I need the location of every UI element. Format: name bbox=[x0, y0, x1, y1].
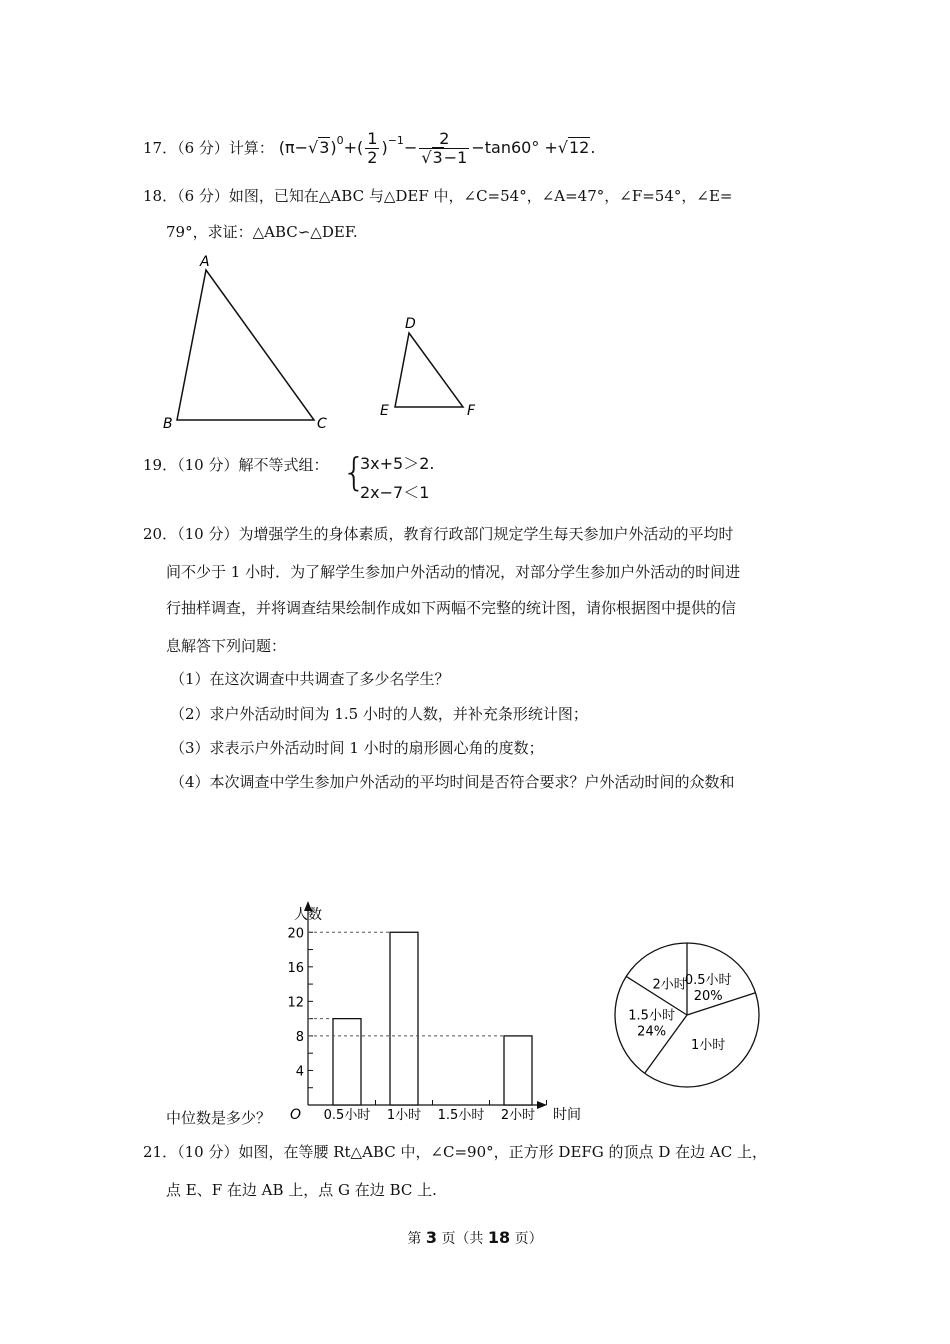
q19-ineq2: 2x−7＜1 bbox=[360, 483, 430, 502]
q17-pi: π bbox=[284, 138, 295, 157]
q17-exp0: 0 bbox=[336, 134, 344, 147]
q17-plus: + bbox=[343, 138, 358, 157]
q20-sub4-cont: 中位数是多少？ bbox=[166, 1109, 272, 1127]
y-tick-label: 4 bbox=[295, 1064, 304, 1080]
q17-exp-neg1: −1 bbox=[387, 134, 404, 147]
q17-half-den: 2 bbox=[367, 148, 378, 167]
label-a: A bbox=[200, 254, 210, 270]
label-c: C bbox=[317, 416, 327, 432]
label-d: D bbox=[405, 316, 416, 332]
q17-frac2-rest: −1 bbox=[443, 148, 468, 167]
q17-root3: 3 bbox=[319, 138, 330, 157]
q18-line1: 18．（6 分）如图，已知在△ABC 与△DEF 中，∠C=54°，∠A=47°，∠F=54°，∠E= bbox=[143, 187, 733, 205]
q17-tan: −tan60° bbox=[471, 138, 540, 157]
q17-half bbox=[365, 130, 379, 167]
x-tick-label: 0.5小时 bbox=[323, 1108, 371, 1123]
q17-half-num: 1 bbox=[367, 129, 378, 148]
q17-number: 17．（6 分）计算： bbox=[143, 139, 274, 157]
bar-chart bbox=[270, 895, 600, 1135]
y-tick-label: 12 bbox=[287, 995, 304, 1011]
q17-minus: − bbox=[294, 138, 308, 157]
q21-line2: 点 E、F 在边 AB 上，点 G 在边 BC 上. bbox=[166, 1181, 437, 1199]
bar bbox=[390, 932, 418, 1105]
label-e: E bbox=[380, 403, 389, 419]
q21-line1: 21．（10 分）如图，在等腰 Rt△ABC 中，∠C=90°，正方形 DEFG 的顶点 D 在边 AC 上， bbox=[143, 1143, 767, 1161]
pie-percent: 24% bbox=[637, 1024, 667, 1040]
q20-sub1: （1）在这次调查中共调查了多少名学生？ bbox=[170, 670, 450, 688]
x-axis-label: 时间 bbox=[553, 1107, 581, 1123]
q20-sub2: （2）求户外活动时间为 1.5 小时的人数，并补充条形统计图； bbox=[170, 705, 588, 723]
x-tick-label: 2小时 bbox=[500, 1108, 536, 1123]
q20-sub4: （4）本次调查中学生参加户外活动的平均时间是否符合要求？户外活动时间的众数和 bbox=[170, 773, 735, 791]
pie-chart bbox=[610, 940, 770, 1090]
q18-figure bbox=[150, 250, 490, 435]
y-tick-label: 20 bbox=[287, 926, 304, 942]
page-footer bbox=[0, 1228, 950, 1248]
q20-line2: 间不少于 1 小时．为了解学生参加户外活动的情况，对部分学生参加户外活动的时间进 bbox=[166, 563, 741, 581]
label-f: F bbox=[467, 403, 476, 419]
q17-end: . bbox=[590, 138, 596, 157]
q20-line3: 行抽样调查，并将调查结果绘制作成如下两幅不完整的统计图，请你根据图中提供的信 bbox=[166, 599, 737, 617]
footer-pre: 第 bbox=[407, 1231, 422, 1247]
y-tick-label: 16 bbox=[287, 960, 304, 976]
label-b: B bbox=[163, 416, 173, 432]
y-axis-label: 人数 bbox=[294, 907, 322, 923]
q17-frac2-num: 2 bbox=[419, 130, 469, 149]
x-tick-label: 1小时 bbox=[386, 1108, 422, 1123]
q20-sub3: （3）求表示户外活动时间 1 小时的扇形圆心角的度数； bbox=[170, 739, 544, 757]
x-axis-arrow bbox=[537, 1101, 547, 1109]
q17-frac2-den: √3−1 bbox=[421, 148, 468, 167]
q20-line4: 息解答下列问题： bbox=[166, 637, 287, 655]
q17-frac2-root: 3 bbox=[432, 148, 443, 167]
x-tick-label: 1.5小时 bbox=[437, 1108, 485, 1123]
q19-line: 19．（10 分）解不等式组： bbox=[143, 456, 329, 474]
pie-label: 0.5小时 bbox=[684, 972, 732, 988]
pie-label: 1小时 bbox=[691, 1038, 726, 1054]
footer-page: 3 bbox=[425, 1228, 437, 1247]
q20-line1: 20．（10 分）为增强学生的身体素质，教育行政部门规定学生每天参加户外活动的平均时 bbox=[143, 525, 734, 543]
triangle-def bbox=[395, 333, 463, 407]
triangle-abc bbox=[177, 270, 314, 420]
origin-label: O bbox=[290, 1107, 302, 1123]
q17-minus2: − bbox=[403, 138, 418, 157]
pie-percent: 20% bbox=[693, 988, 723, 1004]
q17-frac2 bbox=[419, 130, 469, 167]
q17-root12: 12 bbox=[569, 138, 590, 157]
footer-total: 18 bbox=[487, 1228, 511, 1247]
q19-brace: { bbox=[342, 450, 367, 494]
y-tick-label: 8 bbox=[295, 1029, 304, 1045]
q17 bbox=[143, 128, 595, 170]
q18-line2: 79°，求证：△ABC∽△DEF. bbox=[166, 223, 358, 241]
q19-ineq1: 3x+5＞2. bbox=[360, 454, 435, 473]
bar bbox=[504, 1036, 532, 1105]
bar bbox=[333, 1019, 361, 1105]
footer-post: 页） bbox=[514, 1231, 543, 1247]
pie-label: 2小时 bbox=[652, 977, 687, 993]
footer-mid: 页（共 bbox=[441, 1231, 484, 1247]
pie-label: 1.5小时 bbox=[628, 1008, 675, 1024]
q17-expression: $(\pi-√3)^0+$( $\frac{1}{2}$ )$^{-1}$− $\frac{2}{√3-1}$ −tan60° +√12. bbox=[278, 129, 596, 167]
